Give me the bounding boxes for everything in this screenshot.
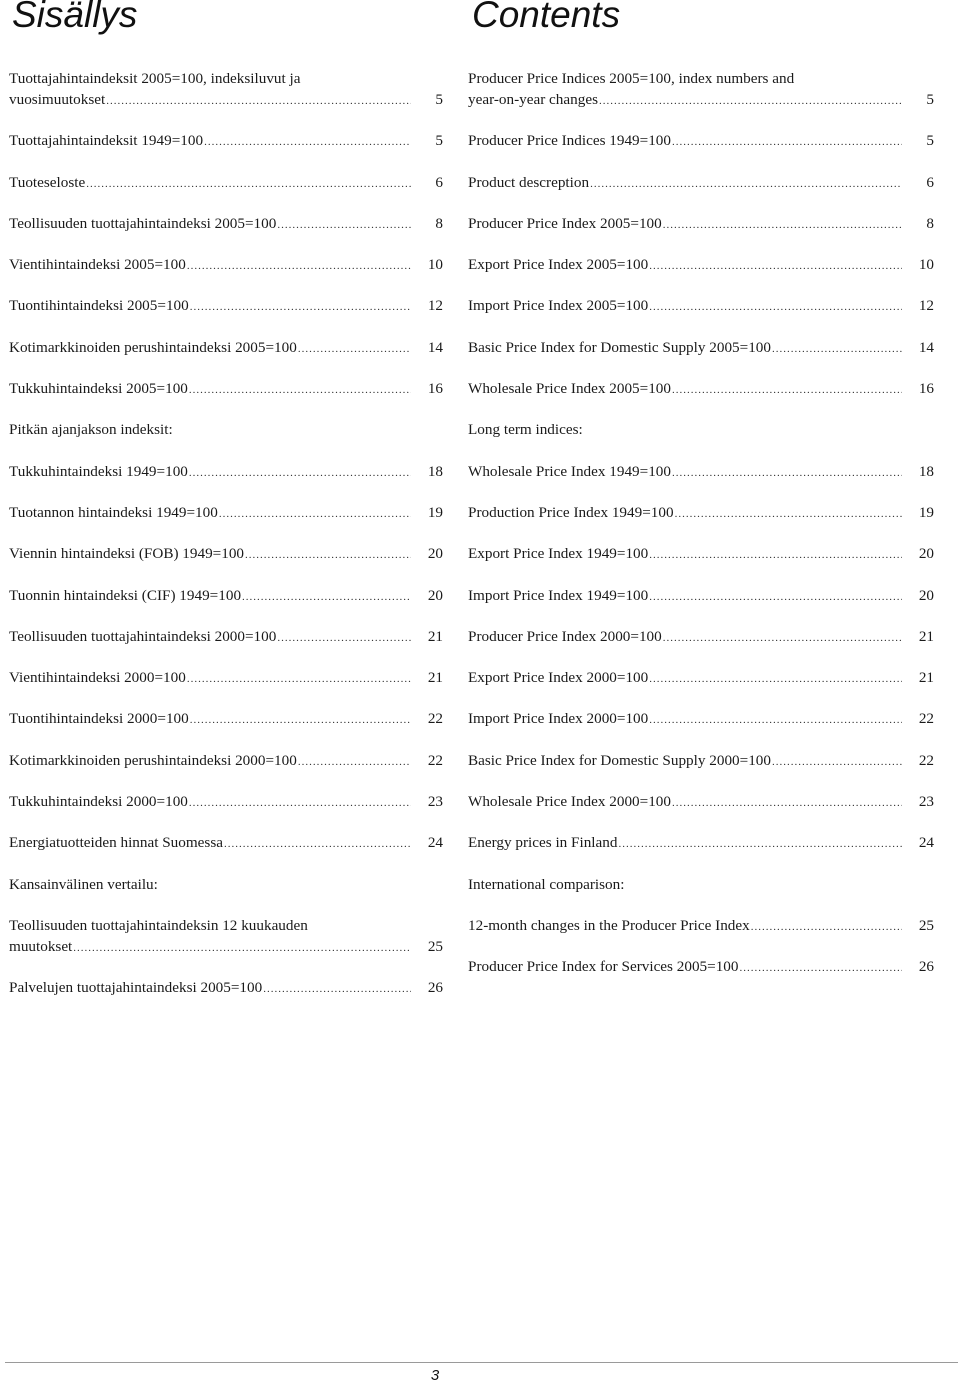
entry-page-number: 23: [427, 793, 443, 811]
footer-divider: [5, 1362, 958, 1363]
entry-page-number: 8: [435, 214, 443, 232]
entry-page-number: 24: [918, 834, 934, 852]
dot-leader: [663, 633, 902, 644]
dot-leader: [263, 984, 411, 995]
toc-entry: [9, 907, 443, 969]
dot-leader: [672, 468, 902, 479]
toc-entry: [9, 969, 443, 1010]
toc-entry: [468, 452, 934, 493]
toc-entry: [468, 907, 934, 948]
entry-page-number: 18: [427, 462, 443, 480]
toc-entry: [468, 741, 934, 782]
entry-title: Export Price Index 1949=100: [468, 545, 649, 563]
dot-leader: [672, 385, 902, 396]
dot-leader: [751, 922, 902, 933]
entry-page-number: 12: [918, 297, 934, 315]
entry-page-number: 21: [918, 669, 934, 687]
dot-leader: [189, 798, 411, 809]
entry-title: Basic Price Index for Domestic Supply 2000=100: [468, 751, 771, 769]
entry-page-number: 6: [926, 173, 934, 191]
dot-leader: [277, 633, 411, 644]
toc-entry: [9, 452, 443, 493]
toc-entry: [9, 659, 443, 700]
entry-title-first-line: Teollisuuden tuottajahintaindeksin 12 kuukauden: [9, 916, 308, 934]
toc-entry: [9, 535, 443, 576]
dot-leader: [649, 592, 902, 603]
entry-title: Tuotannon hintaindeksi 1949=100: [9, 503, 218, 521]
toc-entry: [468, 60, 934, 122]
entry-page-number: 22: [427, 751, 443, 769]
entry-title: Tukkuhintaindeksi 1949=100: [9, 462, 188, 480]
entry-page-number: 20: [427, 586, 443, 604]
entry-page-number: 6: [435, 173, 443, 191]
entry-page-number: 10: [918, 256, 934, 274]
dot-leader: [772, 757, 902, 768]
toc-entry: [468, 783, 934, 824]
entry-title: Wholesale Price Index 2000=100: [468, 793, 671, 811]
toc-entry: [9, 576, 443, 617]
entry-page-number: 26: [427, 978, 443, 996]
toc-entry: [9, 60, 443, 122]
entry-page-number: 20: [427, 545, 443, 563]
toc-entry: [9, 370, 443, 411]
dot-leader: [649, 674, 902, 685]
entry-title: Tuonnin hintaindeksi (CIF) 1949=100: [9, 586, 242, 604]
entry-page-number: 12: [427, 297, 443, 315]
dot-leader: [672, 137, 902, 148]
dot-leader: [73, 943, 411, 954]
dot-leader: [772, 344, 902, 355]
dot-leader: [298, 757, 411, 768]
dot-leader: [224, 839, 411, 850]
entry-page-number: 5: [435, 91, 443, 108]
entry-title: Teollisuuden tuottajahintaindeksi 2005=100: [9, 214, 277, 232]
entry-title: Producer Price Index 2005=100: [468, 214, 662, 232]
dot-leader: [672, 798, 902, 809]
entry-title: Vientihintaindeksi 2000=100: [9, 669, 186, 687]
entry-page-number: 5: [926, 91, 934, 108]
entry-title: Vientihintaindeksi 2005=100: [9, 256, 186, 274]
entry-page-number: 19: [427, 503, 443, 521]
section-label: Pitkän ajanjakson indeksit:: [9, 421, 173, 439]
dot-leader: [649, 715, 902, 726]
entry-title: year-on-year changes: [468, 91, 598, 108]
toc-entry: [468, 163, 934, 204]
entry-title: Tuoteseloste: [9, 173, 86, 191]
section-label: Long term indices:: [468, 421, 583, 439]
dot-leader: [298, 344, 411, 355]
entry-page-number: 18: [918, 462, 934, 480]
entry-title-first-line: Tuottajahintaindeksit 2005=100, indeksiluvut ja: [9, 70, 301, 87]
entry-page-number: 14: [918, 338, 934, 356]
dot-leader: [618, 839, 902, 850]
entry-title: Tukkuhintaindeksi 2005=100: [9, 380, 188, 398]
toc-entry: [9, 494, 443, 535]
entry-title: Tuontihintaindeksi 2005=100: [9, 297, 189, 315]
toc-entry: [468, 948, 934, 989]
toc-entry: [9, 824, 443, 865]
entry-title: muutokset: [9, 937, 73, 955]
toc-entry: [9, 122, 443, 163]
entry-page-number: 22: [918, 710, 934, 728]
entry-title: Tuontihintaindeksi 2000=100: [9, 710, 189, 728]
dot-leader: [277, 220, 411, 231]
toc-entry: [9, 328, 443, 369]
entry-title: Viennin hintaindeksi (FOB) 1949=100: [9, 545, 245, 563]
entry-title: Wholesale Price Index 2005=100: [468, 380, 671, 398]
dot-leader: [189, 468, 411, 479]
dot-leader: [663, 220, 902, 231]
section-label: Kansainvälinen vertailu:: [9, 875, 158, 893]
entry-page-number: 25: [427, 937, 443, 955]
toc-entry: [9, 287, 443, 328]
entry-page-number: 19: [918, 503, 934, 521]
dot-leader: [190, 302, 411, 313]
toc-entry: [468, 205, 934, 246]
dot-leader: [187, 674, 411, 685]
toc-entry: [468, 287, 934, 328]
dot-leader: [190, 715, 411, 726]
entry-title: Export Price Index 2005=100: [468, 256, 649, 274]
entry-page-number: 21: [427, 669, 443, 687]
entry-page-number: 8: [926, 214, 934, 232]
entry-title: Kotimarkkinoiden perushintaindeksi 2005=100: [9, 338, 297, 356]
dot-leader: [86, 179, 411, 190]
toc-heading-english: Contents: [472, 0, 621, 35]
entry-page-number: 20: [918, 586, 934, 604]
toc-section-heading: [9, 865, 443, 906]
entry-title: Kotimarkkinoiden perushintaindeksi 2000=100: [9, 751, 297, 769]
toc-section-heading: [9, 411, 443, 452]
entry-page-number: 10: [427, 256, 443, 274]
entry-title: Producer Price Index for Services 2005=100: [468, 958, 739, 976]
entry-title: Tuottajahintaindeksit 1949=100: [9, 132, 204, 150]
entry-page-number: 5: [435, 132, 443, 150]
toc-list-english: [468, 60, 934, 989]
entry-page-number: 25: [918, 916, 934, 934]
toc-entry: [9, 741, 443, 782]
entry-title: Wholesale Price Index 1949=100: [468, 462, 671, 480]
entry-page-number: 22: [918, 751, 934, 769]
toc-entry: [468, 370, 934, 411]
dot-leader: [204, 137, 411, 148]
entry-title: Producer Price Index 2000=100: [468, 627, 662, 645]
toc-entry: [468, 535, 934, 576]
toc-entry: [9, 700, 443, 741]
entry-page-number: 24: [427, 834, 443, 852]
entry-page-number: 14: [427, 338, 443, 356]
toc-heading-finnish: Sisällys: [12, 0, 138, 35]
dot-leader: [599, 96, 902, 107]
entry-title: Import Price Index 2005=100: [468, 297, 649, 315]
entry-title: vuosimuutokset: [9, 91, 106, 108]
entry-title: Production Price Index 1949=100: [468, 503, 674, 521]
toc-entry: [468, 246, 934, 287]
toc-section-heading: [468, 865, 934, 906]
entry-title: Import Price Index 2000=100: [468, 710, 649, 728]
dot-leader: [590, 179, 902, 190]
entry-title: Product descreption: [468, 173, 590, 191]
toc-list-finnish: [9, 60, 443, 1010]
dot-leader: [649, 261, 902, 272]
toc-entry: [468, 576, 934, 617]
entry-title: Tukkuhintaindeksi 2000=100: [9, 793, 188, 811]
entry-title: Energy prices in Finland: [468, 834, 618, 852]
section-label: International comparison:: [468, 875, 625, 893]
entry-page-number: 16: [427, 380, 443, 398]
toc-entry: [468, 824, 934, 865]
toc-entry: [468, 659, 934, 700]
toc-entry: [468, 618, 934, 659]
entry-title: Export Price Index 2000=100: [468, 669, 649, 687]
dot-leader: [219, 509, 411, 520]
dot-leader: [675, 509, 902, 520]
entry-page-number: 20: [918, 545, 934, 563]
dot-leader: [189, 385, 411, 396]
toc-entry: [468, 700, 934, 741]
entry-page-number: 23: [918, 793, 934, 811]
entry-page-number: 26: [918, 958, 934, 976]
dot-leader: [739, 963, 902, 974]
dot-leader: [649, 302, 902, 313]
dot-leader: [187, 261, 411, 272]
entry-title: Basic Price Index for Domestic Supply 2005=100: [468, 338, 771, 356]
entry-title: Teollisuuden tuottajahintaindeksi 2000=100: [9, 627, 277, 645]
entry-page-number: 22: [427, 710, 443, 728]
toc-entry: [468, 122, 934, 163]
toc-section-heading: [468, 411, 934, 452]
entry-title-first-line: Producer Price Indices 2005=100, index numbers and: [468, 70, 795, 87]
toc-entry: [468, 328, 934, 369]
entry-page-number: 16: [918, 380, 934, 398]
entry-page-number: 21: [427, 627, 443, 645]
entry-title: Palvelujen tuottajahintaindeksi 2005=100: [9, 978, 263, 996]
dot-leader: [106, 96, 411, 107]
dot-leader: [242, 592, 411, 603]
toc-entry: [9, 205, 443, 246]
entry-page-number: 21: [918, 627, 934, 645]
toc-entry: [9, 246, 443, 287]
toc-entry: [9, 618, 443, 659]
entry-title: Energiatuotteiden hinnat Suomessa: [9, 834, 223, 852]
entry-title: 12-month changes in the Producer Price Index: [468, 916, 750, 934]
page-number: 3: [430, 1367, 440, 1384]
entry-title: Producer Price Indices 1949=100: [468, 132, 671, 150]
toc-entry: [9, 783, 443, 824]
dot-leader: [649, 550, 902, 561]
toc-entry: [468, 494, 934, 535]
entry-title: Import Price Index 1949=100: [468, 586, 649, 604]
toc-entry: [9, 163, 443, 204]
dot-leader: [245, 550, 411, 561]
entry-page-number: 5: [926, 132, 934, 150]
